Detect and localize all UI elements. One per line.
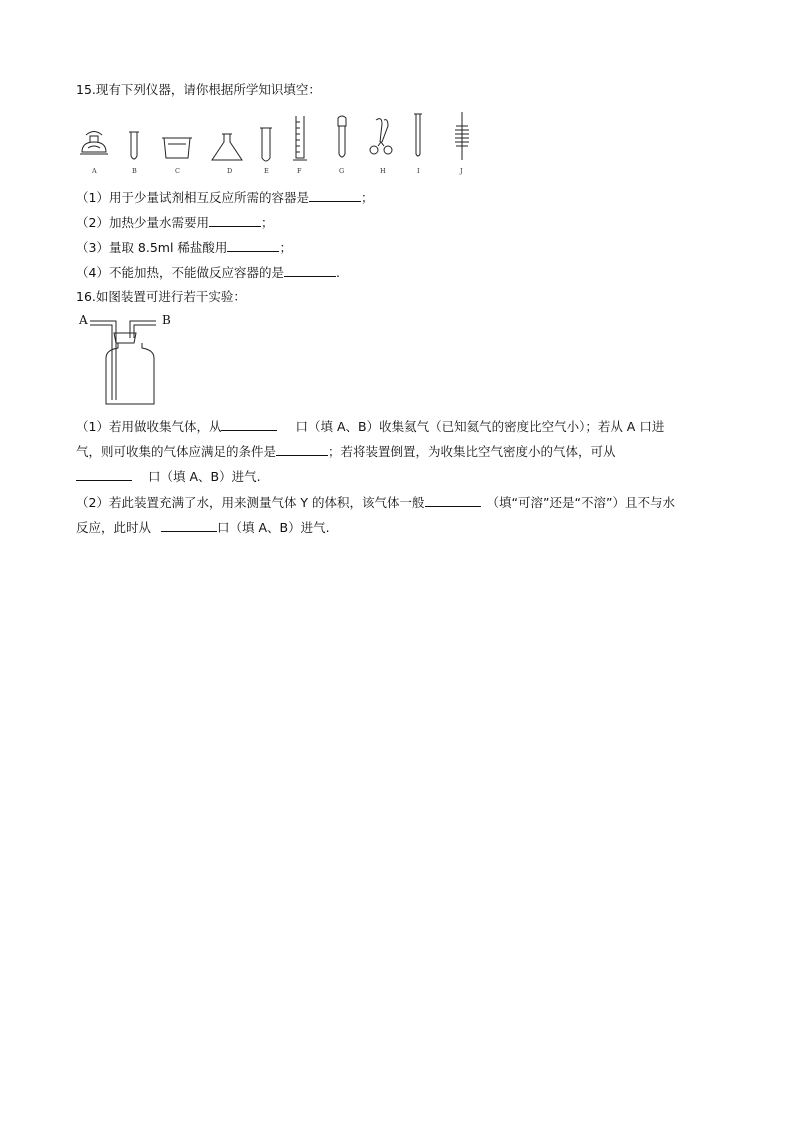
instrument-label-a: A bbox=[92, 167, 97, 175]
alcohol-lamp-icon bbox=[80, 132, 108, 155]
test-tube-large-icon bbox=[260, 128, 272, 161]
instrument-drawings bbox=[76, 108, 496, 174]
answer-blank[interactable] bbox=[284, 264, 336, 277]
instrument-label-i: I bbox=[417, 167, 420, 175]
q15-item-3: （3）量取 8.5ml 稀盐酸用 ； bbox=[76, 240, 292, 255]
answer-blank[interactable] bbox=[76, 468, 132, 481]
gas-bottle-figure bbox=[76, 312, 186, 412]
instrument-label-b: B bbox=[132, 167, 137, 175]
answer-blank[interactable] bbox=[425, 494, 481, 507]
answer-blank[interactable] bbox=[276, 443, 328, 456]
instrument-label-f: F bbox=[297, 167, 302, 175]
answer-blank[interactable] bbox=[309, 189, 361, 202]
port-a-label: A bbox=[79, 313, 88, 327]
q16-part1-line3: 口（填 A、B）进气. bbox=[76, 468, 261, 485]
q15-title: 15.现有下列仪器，请你根据所学知识填空： bbox=[76, 82, 321, 97]
test-tube-brush-icon bbox=[455, 112, 469, 160]
answer-blank[interactable] bbox=[221, 418, 277, 431]
q16-part2-line1: （2）若此装置充满了水，用来测量气体 Y 的体积，该气体一般 （填“可溶”还是“不溶”）且不与水 bbox=[76, 495, 675, 510]
instrument-figure bbox=[76, 108, 496, 174]
instrument-label-h: H bbox=[380, 167, 386, 175]
port-b-label: B bbox=[162, 313, 171, 327]
q15-item-2: （2）加热少量水需要用 ； bbox=[76, 215, 274, 230]
conical-flask-icon bbox=[212, 134, 242, 160]
q16-part1-line2: 气，则可收集的气体应满足的条件是 ；若将装置倒置，为收集比空气密度小的气体，可从 bbox=[76, 444, 616, 459]
test-tube-small-icon bbox=[129, 132, 139, 159]
answer-blank[interactable] bbox=[227, 239, 279, 252]
gas-bottle-icon bbox=[76, 312, 186, 412]
q16-title: 16.如图装置可进行若干实验： bbox=[76, 289, 246, 304]
instrument-label-g: G bbox=[339, 167, 345, 175]
answer-blank[interactable] bbox=[209, 214, 261, 227]
measuring-cylinder-icon bbox=[293, 116, 307, 160]
beaker-icon bbox=[162, 138, 192, 158]
instrument-label-e: E bbox=[264, 167, 269, 175]
test-tube-holder-icon bbox=[414, 114, 422, 156]
instrument-label-d: D bbox=[227, 167, 233, 175]
q16-part2-line2: 反应，此时从 口（填 A、B）进气. bbox=[76, 520, 330, 535]
instrument-label-c: C bbox=[175, 167, 180, 175]
crucible-tongs-icon bbox=[370, 119, 392, 154]
q15-item-1: （1）用于少量试剂相互反应所需的容器是 ； bbox=[76, 190, 374, 205]
dropper-icon bbox=[338, 116, 346, 157]
q15-item-4: （4）不能加热，不能做反应容器的是 . bbox=[76, 265, 340, 280]
q16-part1-line1: （1）若用做收集气体，从 口（填 A、B）收集氦气（已知氦气的密度比空气小）；若从 A 口进 bbox=[76, 419, 665, 434]
instrument-label-j: J bbox=[460, 167, 463, 175]
answer-blank[interactable] bbox=[161, 519, 217, 532]
